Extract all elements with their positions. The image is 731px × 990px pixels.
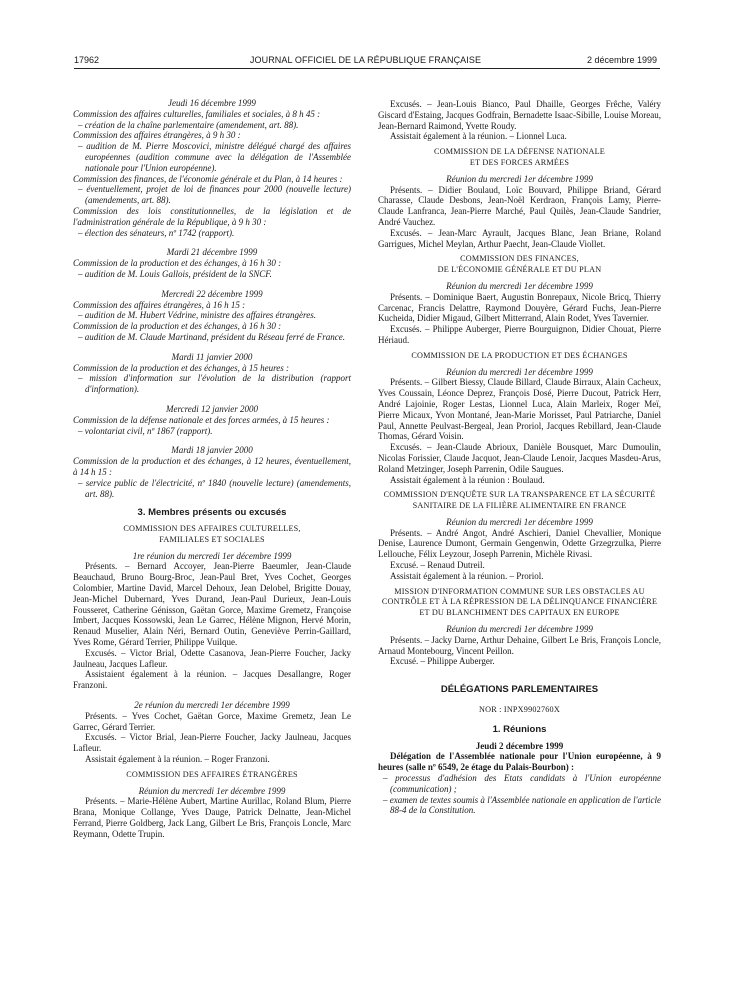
paragraph: DE L'ÉCONOMIE GÉNÉRALE ET DU PLAN — [437, 265, 602, 275]
section-heading: Jeudi 16 décembre 1999 — [168, 98, 256, 108]
paragraph: Excusés. – Jean-Claude Abrioux, Danièle Bousquet, Marc Dumoulin, Nicolas Forissier, Claude Jacquot, Jean-Claude Lenoir, Jacques Masdeu-Arus, Roland Metzinger, Joseph Parrenin, Odile Saugues. — [378, 442, 661, 474]
paragraph: Présents. – Dominique Baert, Augustin Bonrepaux, Nicole Bricq, Thierry Carcenac, Francis Delattre, Raymond Douyère, Gérard Fuchs, Jean-Pierre Kucheida, Didier Migaud, Gilbert Mitterrand, Alain Rodet, Yves Tavernier. — [378, 291, 661, 324]
paragraph: – audition de M. Louis Gallois, président de la SNCF. — [78, 268, 272, 279]
paragraph: – examen de textes soumis à l'Assemblée nationale en application de l'article 88-4 de la Constitution. — [383, 794, 661, 816]
paragraph: COMMISSION DES FINANCES, — [460, 254, 579, 264]
section-heading: Jeudi 2 décembre 1999 — [475, 740, 564, 751]
paragraph: Assistaient également à la réunion. – Jacques Desallangre, Roger Franzoni. — [73, 669, 351, 691]
paragraph: 3. Membres présents ou excusés — [137, 507, 287, 519]
spacer — [73, 691, 351, 700]
section-heading: Réunion du mercredi 1er décembre 1999 — [446, 366, 593, 377]
section-heading: 2e réunion du mercredi 1er décembre 1999 — [134, 700, 290, 711]
paragraph: Commission de la production et des échanges, à 16 h 30 : — [73, 321, 282, 332]
paragraph: – audition de M. Claude Martinand, président du Réseau ferré de France. — [78, 331, 345, 342]
paragraph: Excusés. – Victor Brial, Odette Casanova, Jean-Pierre Foucher, Jacky Jaulneau, Jacques Lafleur. — [73, 647, 351, 669]
paragraph: – élection des sénateurs, nº 1742 (rapport). — [78, 227, 235, 238]
section-heading: Mardi 11 janvier 2000 — [171, 351, 253, 362]
paragraph: Assistait également à la réunion : Boulaud. — [390, 474, 545, 485]
spacer — [73, 238, 351, 247]
paragraph: Commission de la défense nationale et des forces armées, à 15 heures : — [73, 414, 330, 425]
section-heading: Réunion du mercredi 1er décembre 1999 — [446, 280, 593, 291]
section-heading: 1re réunion du mercredi 1er décembre 1999 — [132, 550, 292, 561]
paragraph: – audition de M. Hubert Védrine, ministre des affaires étrangères. — [78, 310, 316, 321]
paragraph: Assistait également à la réunion. – Roger Franzoni. — [85, 754, 270, 765]
paragraph: 1. Réunions — [492, 723, 547, 735]
spacer — [73, 280, 351, 289]
section-heading: Réunion du mercredi 1er décembre 1999 — [446, 516, 593, 527]
paragraph: Excusés. – Jean-Louis Bianco, Paul Dhaille, Georges Frêche, Valéry Giscard d'Estaing, Jacques Godfrain, Bernadette Isaac-Sibille, Louise Moreau, Jean-Bernard Raimond, Yvette Roudy. — [378, 99, 661, 131]
spacer — [73, 436, 351, 445]
paragraph: Commission des affaires culturelles, familiales et sociales, à 8 h 45 : — [73, 108, 321, 119]
paragraph: Commission des lois constitutionnelles, de la législation et de l'administration générale de la République, à 9 h 30 : — [73, 205, 351, 227]
paragraph: COMMISSION D'ENQUÊTE SUR LA TRANSPARENCE ET LA SÉCURITÉ SANITAIRE DE LA FILIÈRE ALIMENTAIRE EN FRANCE — [383, 490, 656, 511]
paragraph: Commission des finances, de l'économie générale et du Plan, à 14 heures : — [73, 173, 343, 184]
paragraph: Commission des affaires étrangères, à 16 h 15 : — [73, 299, 246, 310]
paragraph: Délégation de l'Assemblée nationale pour l'Union européenne, à 9 heures (salle nº 6549, 2e étage du Palais-Bourbon) : — [378, 751, 661, 773]
page-number: 17962 — [74, 55, 100, 65]
paragraph: – création de la chaîne parlementaire (amendement, art. 88). — [78, 119, 299, 130]
paragraph: COMMISSION DES AFFAIRES ÉTRANGÈRES — [126, 769, 298, 779]
section-heading: Réunion du mercredi 1er décembre 1999 — [138, 785, 286, 796]
paragraph: DÉLÉGATIONS PARLEMENTAIRES — [440, 684, 599, 696]
spacer — [73, 343, 351, 352]
paragraph: COMMISSION DE LA DÉFENSE NATIONALE — [433, 147, 605, 157]
section-heading: Mardi 18 janvier 2000 — [171, 445, 253, 456]
paragraph: Présents. – Bernard Accoyer, Jean-Pierre Baeumler, Jean-Claude Beauchaud, Bruno Bourg-Broc, Jean-Paul Bret, Yves Cochet, Georges Colombier, Martine David, Marcel Dehoux, Jean Delobel, Brigitte Douay, Jean-Michel Dubernard, Yves Durand, Jean-Paul Durieux, Jean-Louis Fousseret, Catherine Génisson, Gaëtan Gorce, Maxime Gremetz, Françoise Imbert, Jacques Kossowski, Jean Le Garrec, Hélène Mignon, Hervé Morin, Renaud Muselier, Alain Néri, Bernard Outin, Geneviève Perrin-Gaillard, Yves Rome, Gérard Terrier, Philippe Vuilque. — [73, 561, 351, 648]
paragraph: MISSION D'INFORMATION COMMUNE SUR LES OBSTACLES AU CONTRÔLE ET À LA RÉPRESSION DE LA DÉLINQUANCE FINANCIÈRE ET DU BLANCHIMENT DES CAPITAUX EN EUROPE — [381, 586, 658, 618]
section-heading: Mercredi 12 janvier 2000 — [165, 403, 259, 414]
paragraph: ET DES FORCES ARMÉES — [469, 157, 570, 167]
right-column — [378, 99, 661, 816]
spacer — [378, 696, 661, 705]
paragraph: Présents. – Gilbert Biessy, Claude Billard, Claude Birraux, Alain Cacheux, Yves Coussain, Léonce Deprez, François Dosé, Pierre Ducout, Patrick Herr, André Lajoinie, Roger Lestas, Lionnel Luca, Alain Marleix, Roger Meï, Pierre Micaux, Yvon Montané, Jean-Marie Morisset, Paul Patriarche, Daniel Paul, Annette Peulvast-Bergeal, Jean Proriol, Jacques Rebillard, Jean-Claude Thomas, Gérard Voisin. — [378, 377, 661, 442]
paragraph: Commission de la production et des échanges, à 15 heures : — [73, 362, 290, 373]
paragraph: Excusé. – Renaud Dutreil. — [390, 560, 485, 571]
paragraph: COMMISSION DES AFFAIRES CULTURELLES, — [123, 524, 301, 534]
header-rule — [74, 68, 660, 69]
paragraph: Présents. – Jacky Darne, Arthur Dehaine, Gilbert Le Bris, François Loncle, Arnaud Montebourg, Vincent Peillon. — [378, 634, 661, 656]
paragraph: Excusés. – Victor Brial, Jean-Pierre Foucher, Jacky Jaulneau, Jacques Lafleur. — [73, 732, 351, 754]
section-heading: Réunion du mercredi 1er décembre 1999 — [446, 173, 593, 184]
paragraph: Commission de la production et des échanges, à 16 h 30 : — [73, 258, 282, 269]
paragraph: Présents. – André Angot, André Aschieri, Daniel Chevallier, Monique Denise, Laurence Dumont, Germain Gengenwin, Odette Grzegrzulka, Pierre Lellouche, Félix Leyzour, Joseph Parrenin, Michèle Rivasi. — [378, 527, 661, 560]
issue-date: 2 décembre 1999 — [586, 55, 657, 65]
paragraph: Excusé. – Philippe Auberger. — [390, 656, 495, 667]
paragraph: FAMILIALES ET SOCIALES — [159, 534, 265, 544]
section-heading: Mardi 21 décembre 1999 — [166, 247, 258, 258]
paragraph: Présents. – Didier Boulaud, Loïc Bouvard, Philippe Briand, Gérard Charasse, Claude Desbons, Jean-Noël Kerdraon, François Lamy, Pierre-Claude Lanfranca, Jean-Pierre Marché, Paul Quilès, Jean-Claude Sandrier, André Vauchez. — [378, 184, 661, 227]
paragraph: – processus d'adhésion des Etats candidats à l'Union européenne (communication) ; — [383, 773, 661, 794]
paragraph: – mission d'information sur l'évolution de la distribution (rapport d'information). — [78, 373, 351, 395]
spacer — [73, 395, 351, 404]
section-heading: Réunion du mercredi 1er décembre 1999 — [446, 624, 593, 635]
paragraph: Excusés. – Philippe Auberger, Pierre Bourguignon, Didier Chouat, Pierre Hériaud. — [378, 324, 661, 345]
paragraph: – volontariat civil, nº 1867 (rapport). — [78, 425, 213, 436]
paragraph: – audition de M. Pierre Moscovici, ministre délégué chargé des affaires européennes (audition commune avec la délégation de l'Assemblée nationale pour l'Union européenne). — [78, 141, 351, 173]
left-column — [73, 98, 351, 840]
paragraph: Assistait également à la réunion. – Proriol. — [390, 570, 544, 581]
section-heading: Mercredi 22 décembre 1999 — [161, 288, 263, 299]
paragraph: Présents. – Marie-Hélène Aubert, Martine Aurillac, Roland Blum, Pierre Brana, Monique Collange, Yves Dauge, Patrick Delnatte, Jean-Michel Ferrand, Pierre Goldberg, Jack Lang, Gilbert Le Bris, François Loncle, Marc Reymann, Odette Trupin. — [73, 796, 351, 839]
paragraph: Assistait également à la réunion. – Lionnel Luca. — [390, 131, 567, 142]
paragraph: Commission des affaires étrangères, à 9 h 30 : — [73, 130, 241, 141]
paragraph: NOR : INPX9902760X — [479, 705, 560, 715]
paragraph: Commission de la production et des échanges, à 12 heures, éventuellement, à 14 h 15 : — [73, 456, 351, 477]
paragraph: Excusés. – Jean-Marc Ayrault, Jacques Blanc, Jean Briane, Roland Garrigues, Michel Meylan, Arthur Paecht, Jean-Claude Viollet. — [378, 227, 661, 249]
journal-title: JOURNAL OFFICIEL DE LA RÉPUBLIQUE FRANÇAISE — [249, 55, 482, 65]
paragraph: COMMISSION DE LA PRODUCTION ET DES ÉCHANGES — [411, 350, 628, 360]
spacer — [378, 667, 661, 676]
paragraph: – service public de l'électricité, nº 1840 (nouvelle lecture) (amendements, art. 88). — [78, 477, 351, 499]
paragraph: Présents. – Yves Cochet, Gaëtan Gorce, Maxime Gremetz, Jean Le Garrec, Gérard Terrier. — [73, 710, 351, 732]
paragraph: – éventuellement, projet de loi de finances pour 2000 (nouvelle lecture) (amendements, art. 88). — [78, 184, 351, 206]
